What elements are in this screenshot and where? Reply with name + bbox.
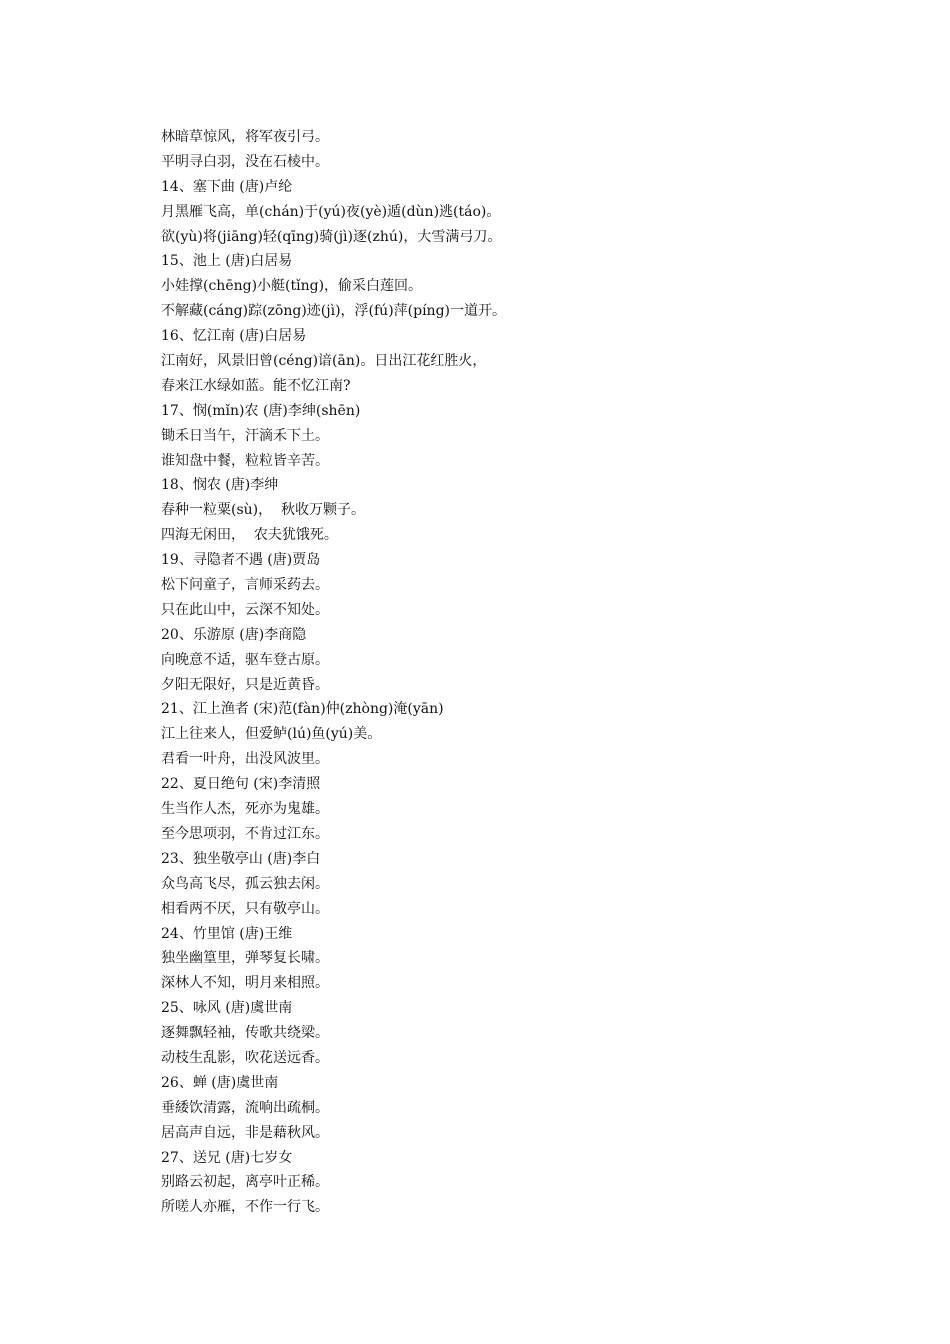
poem-text-body <box>161 125 861 1220</box>
poem-verse-line: 松下问童子，言师采药去。 <box>161 577 329 594</box>
poem-title-line: 26、蝉 (唐)虞世南 <box>161 1074 279 1091</box>
poem-verse-line: 向晚意不适，驱车登古原。 <box>161 651 329 668</box>
poem-title-line: 19、寻隐者不遇 (唐)贾岛 <box>161 552 321 569</box>
poem-verse-line: 夕阳无限好，只是近黄昏。 <box>161 676 329 693</box>
poem-title-line: 25、咏风 (唐)虞世南 <box>161 1000 293 1017</box>
poem-verse-line: 别路云初起，离亭叶正稀。 <box>161 1174 329 1191</box>
poem-title-line: 22、夏日绝句 (宋)李清照 <box>161 776 321 793</box>
poem-title-line: 27、送兄 (唐)七岁女 <box>161 1149 293 1166</box>
poem-title-line: 16、忆江南 (唐)白居易 <box>161 328 307 345</box>
poem-title-line: 18、悯农 (唐)李绅 <box>161 477 279 494</box>
poem-verse-line: 谁知盘中餐，粒粒皆辛苦。 <box>161 452 329 469</box>
poem-verse-line: 江南好，风景旧曾(céng)谙(ān)。日出江花红胜火， <box>161 353 487 370</box>
poem-verse-line: 相看两不厌，只有敬亭山。 <box>161 900 329 917</box>
poem-verse-line: 众鸟高飞尽，孤云独去闲。 <box>161 875 329 892</box>
poem-title-line: 24、竹里馆 (唐)王维 <box>161 925 293 942</box>
poem-verse-line: 月黑雁飞高，单(chán)于(yú)夜(yè)遁(dùn)逃(táo)。 <box>161 203 501 220</box>
poem-title-line: 20、乐游原 (唐)李商隐 <box>161 626 307 643</box>
poem-title-line: 14、塞下曲 (唐)卢纶 <box>161 178 293 195</box>
poem-verse-line: 君看一叶舟，出没风波里。 <box>161 751 329 768</box>
poem-verse-line: 小娃撑(chēng)小艇(tǐng)，偷采白莲回。 <box>161 278 423 295</box>
poem-verse-line: 动枝生乱影，吹花送远香。 <box>161 1049 329 1066</box>
poem-title-line: 21、江上渔者 (宋)范(fàn)仲(zhòng)淹(yān) <box>161 701 444 718</box>
poem-verse-line: 独坐幽篁里，弹琴复长啸。 <box>161 950 329 967</box>
poem-verse-line: 欲(yù)将(jiāng)轻(qīng)骑(jì)逐(zhú)，大雪满弓刀。 <box>161 228 502 245</box>
poem-verse-line: 平明寻白羽，没在石棱中。 <box>161 153 329 170</box>
poem-verse-line: 春来江水绿如蓝。能不忆江南? <box>161 377 351 394</box>
poem-verse-line: 居高声自远，非是藉秋风。 <box>161 1124 329 1141</box>
poem-verse-line: 林暗草惊风，将军夜引弓。 <box>161 129 329 145</box>
poem-verse-line: 江上往来人，但爱鲈(lú)鱼(yú)美。 <box>161 726 382 743</box>
poem-title-line: 23、独坐敬亭山 (唐)李白 <box>161 850 321 867</box>
poem-verse-line: 四海无闲田， 农夫犹饿死。 <box>161 527 338 544</box>
poem-verse-line: 垂緌饮清露，流响出疏桐。 <box>161 1099 329 1116</box>
poem-verse-line: 逐舞飘轻袖，传歌共绕梁。 <box>161 1025 329 1042</box>
poem-verse-line: 锄禾日当午，汗滴禾下土。 <box>161 427 329 444</box>
poem-verse-line: 至今思项羽，不肯过江东。 <box>161 825 329 842</box>
poem-verse-line: 只在此山中，云深不知处。 <box>161 601 329 618</box>
poem-verse-line: 深林人不知，明月来相照。 <box>161 975 329 992</box>
poem-verse-line: 所嗟人亦雁，不作一行飞。 <box>161 1199 329 1216</box>
poem-verse-line: 不解藏(cáng)踪(zōng)迹(jì)，浮(fú)萍(píng)一道开。 <box>161 303 507 320</box>
poem-title-line: 17、悯(mǐn)农 (唐)李绅(shēn) <box>161 402 361 419</box>
poem-verse-line: 春种一粒粟(sù)， 秋收万颗子。 <box>161 502 366 519</box>
poem-verse-line: 生当作人杰，死亦为鬼雄。 <box>161 801 329 818</box>
poem-title-line: 15、池上 (唐)白居易 <box>161 253 293 270</box>
